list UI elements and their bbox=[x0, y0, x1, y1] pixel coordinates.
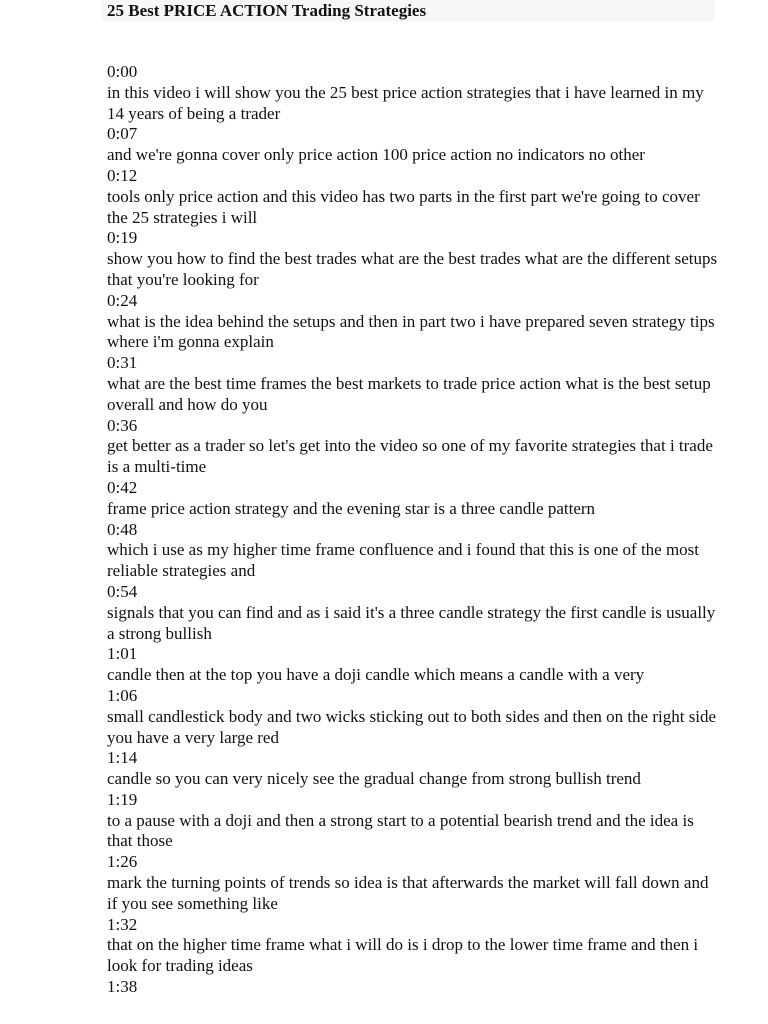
timestamp[interactable]: 1:01 bbox=[107, 644, 138, 664]
transcript-text: signals that you can find and as i said it's a three candle strategy the first candle is usually a strong bullish bbox=[107, 602, 716, 643]
transcript-text: candle so you can very nicely see the gradual change from strong bullish trend bbox=[107, 769, 641, 789]
transcript-entry bbox=[107, 166, 719, 228]
transcript-entry bbox=[107, 478, 719, 520]
transcript-text: candle then at the top you have a doji candle which means a candle with a very bbox=[107, 665, 645, 685]
transcript-text: show you how to find the best trades what are the best trades what are the different setups that you're looking for bbox=[107, 249, 718, 289]
transcript-text: that on the higher time frame what i will do is i drop to the lower time frame and then i look for trading ideas bbox=[107, 935, 699, 976]
timestamp[interactable]: 0:42 bbox=[107, 477, 138, 497]
transcript-entry bbox=[107, 582, 719, 644]
transcript-text: small candlestick body and two wicks sticking out to both sides and then on the right side you have a very large red bbox=[107, 706, 717, 747]
timestamp[interactable]: 0:00 bbox=[107, 62, 138, 81]
timestamp[interactable]: 0:54 bbox=[107, 581, 138, 601]
transcript-text: mark the turning points of trends so idea is that afterwards the market will fall down and if you see something like bbox=[107, 873, 709, 913]
timestamp[interactable]: 0:31 bbox=[107, 353, 138, 373]
transcript-entry bbox=[107, 228, 719, 290]
transcript-entry bbox=[107, 291, 719, 353]
transcript-entry bbox=[107, 977, 719, 998]
transcript-text: tools only price action and this video has two parts in the first part we're going to cover the 25 strategies i will bbox=[107, 186, 700, 227]
transcript-entry bbox=[107, 416, 719, 478]
timestamp[interactable]: 1:19 bbox=[107, 789, 138, 809]
timestamp[interactable]: 1:06 bbox=[107, 685, 138, 705]
transcript-entry bbox=[107, 748, 719, 790]
transcript-entry bbox=[107, 686, 719, 748]
transcript-entry bbox=[107, 852, 719, 914]
transcript-entry bbox=[107, 790, 719, 852]
transcript-text: to a pause with a doji and then a strong start to a potential bearish trend and the idea is that those bbox=[107, 810, 694, 851]
transcript-text: get better as a trader so let's get into the video so one of my favorite strategies that i trade is a multi-time bbox=[107, 436, 713, 477]
timestamp[interactable]: 1:38 bbox=[107, 977, 138, 997]
transcript bbox=[107, 62, 719, 998]
timestamp[interactable]: 0:07 bbox=[107, 124, 138, 144]
transcript-text: which i use as my higher time frame confluence and i found that this is one of the most reliable strategies and bbox=[107, 540, 700, 581]
transcript-entry bbox=[107, 353, 719, 415]
transcript-entry bbox=[107, 644, 719, 686]
transcript-text: what is the idea behind the setups and then in part two i have prepared seven strategy tips where i'm gonna explain bbox=[107, 311, 715, 352]
timestamp[interactable]: 1:14 bbox=[107, 748, 138, 768]
timestamp[interactable]: 0:19 bbox=[107, 228, 138, 248]
transcript-text: in this video i will show you the 25 best price action strategies that i have learned in my 14 years of being a trader bbox=[107, 82, 704, 123]
transcript-text: frame price action strategy and the evening star is a three candle pattern bbox=[107, 498, 596, 518]
timestamp[interactable]: 1:32 bbox=[107, 914, 138, 934]
transcript-entry bbox=[107, 915, 719, 977]
timestamp[interactable]: 0:36 bbox=[107, 415, 138, 435]
timestamp[interactable]: 0:48 bbox=[107, 519, 138, 539]
page-title: 25 Best PRICE ACTION Trading Strategies bbox=[107, 1, 427, 20]
transcript-text: and we're gonna cover only price action 100 price action no indicators no other bbox=[107, 145, 645, 165]
timestamp[interactable]: 0:12 bbox=[107, 165, 138, 185]
transcript-entry bbox=[107, 520, 719, 582]
transcript-text: what are the best time frames the best markets to trade price action what is the best setup overall and how do you bbox=[107, 373, 711, 414]
transcript-entry bbox=[107, 62, 719, 124]
timestamp[interactable]: 1:26 bbox=[107, 852, 138, 872]
timestamp[interactable]: 0:24 bbox=[107, 290, 138, 310]
transcript-entry bbox=[107, 124, 719, 166]
